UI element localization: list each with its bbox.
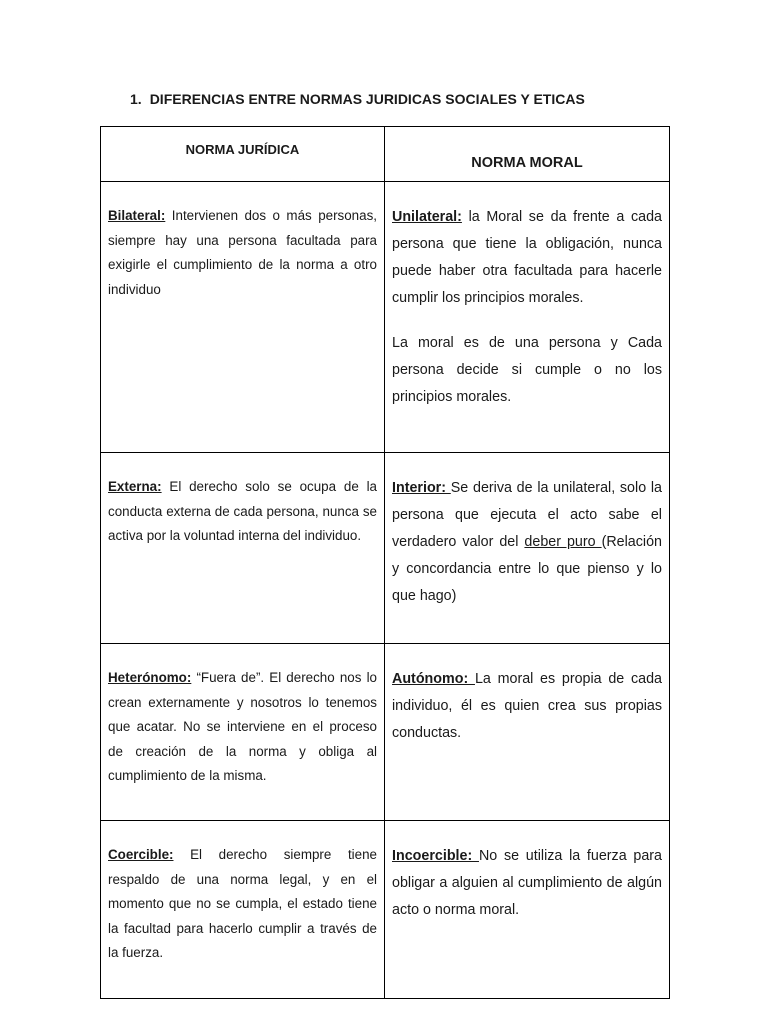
header-left-label: NORMA JURÍDICA <box>185 142 300 157</box>
text-heteronomo: “Fuera de”. El derecho nos lo crean externamente y nosotros lo tenemos que acatar. No se interviene en el proceso de creación de la norma y obliga al cumplimiento de la misma. <box>108 670 377 783</box>
text-incoercible: No se utiliza la fuerza para obligar a alguien al cumplimiento de algún acto o norma moral. <box>392 848 662 918</box>
cell-bilateral <box>101 182 385 453</box>
term-heteronomo: Heterónomo: <box>108 670 192 685</box>
cell-heteronomo <box>101 644 385 821</box>
text-interior: Se deriva de la unilateral, solo la persona que ejecuta el acto sabe el verdadero valor del <box>392 480 663 550</box>
text-bilateral: Intervienen dos o más personas, siempre hay una persona facultada para exigirle el cumplimiento de la norma a otro individuo <box>108 208 377 297</box>
table-row <box>101 821 670 999</box>
term-incoercible: Incoercible: <box>392 848 479 864</box>
table-row <box>101 644 670 821</box>
comparison-table <box>100 126 670 999</box>
term-autonomo: Autónomo: <box>392 671 475 687</box>
text-interior-end: (Relación y concordancia entre lo que pienso y lo que hago) <box>392 534 662 604</box>
term-coercible: Coercible: <box>108 847 174 862</box>
table-row <box>101 182 670 453</box>
text-externa: El derecho solo se ocupa de la conducta externa de cada persona, nunca se activa por la voluntad interna del individuo. <box>108 479 377 543</box>
header-right-label: NORMA MORAL <box>471 155 583 171</box>
term-interior: Interior: <box>392 480 451 496</box>
heading-text: DIFERENCIAS ENTRE NORMAS JURIDICAS SOCIALES Y ETICAS <box>149 91 585 107</box>
cell-interior <box>385 453 670 644</box>
term-bilateral: Bilateral: <box>108 208 166 223</box>
paragraph-unilateral <box>392 204 662 312</box>
table-header-row <box>101 127 670 182</box>
section-heading <box>130 91 585 107</box>
cell-autonomo <box>385 644 670 821</box>
table-row <box>101 453 670 644</box>
text-deber-puro: deber puro <box>524 534 602 550</box>
text-coercible: El derecho siempre tiene respaldo de una norma legal, y en el momento que no se cumpla, el estado tiene la facultad para hacerlo cumplir a través de la fuerza. <box>108 847 377 960</box>
cell-incoercible <box>385 821 670 999</box>
cell-externa <box>101 453 385 644</box>
paragraph-unilateral-2: La moral es de una persona y Cada persona decide si cumple o no los principios morales. <box>392 335 662 405</box>
cell-unilateral <box>385 182 670 453</box>
header-norma-juridica <box>101 127 385 182</box>
text-autonomo: La moral es propia de cada individuo, él es quien crea sus propias conductas. <box>392 671 662 741</box>
heading-number: 1. <box>130 91 142 107</box>
header-norma-moral <box>385 127 670 182</box>
text-unilateral: la Moral se da frente a cada persona que tiene la obligación, nunca puede haber otra facultada para hacerle cumplir los principios morales. <box>392 209 662 306</box>
term-externa: Externa: <box>108 479 162 494</box>
term-unilateral: Unilateral: <box>392 209 462 225</box>
cell-coercible <box>101 821 385 999</box>
